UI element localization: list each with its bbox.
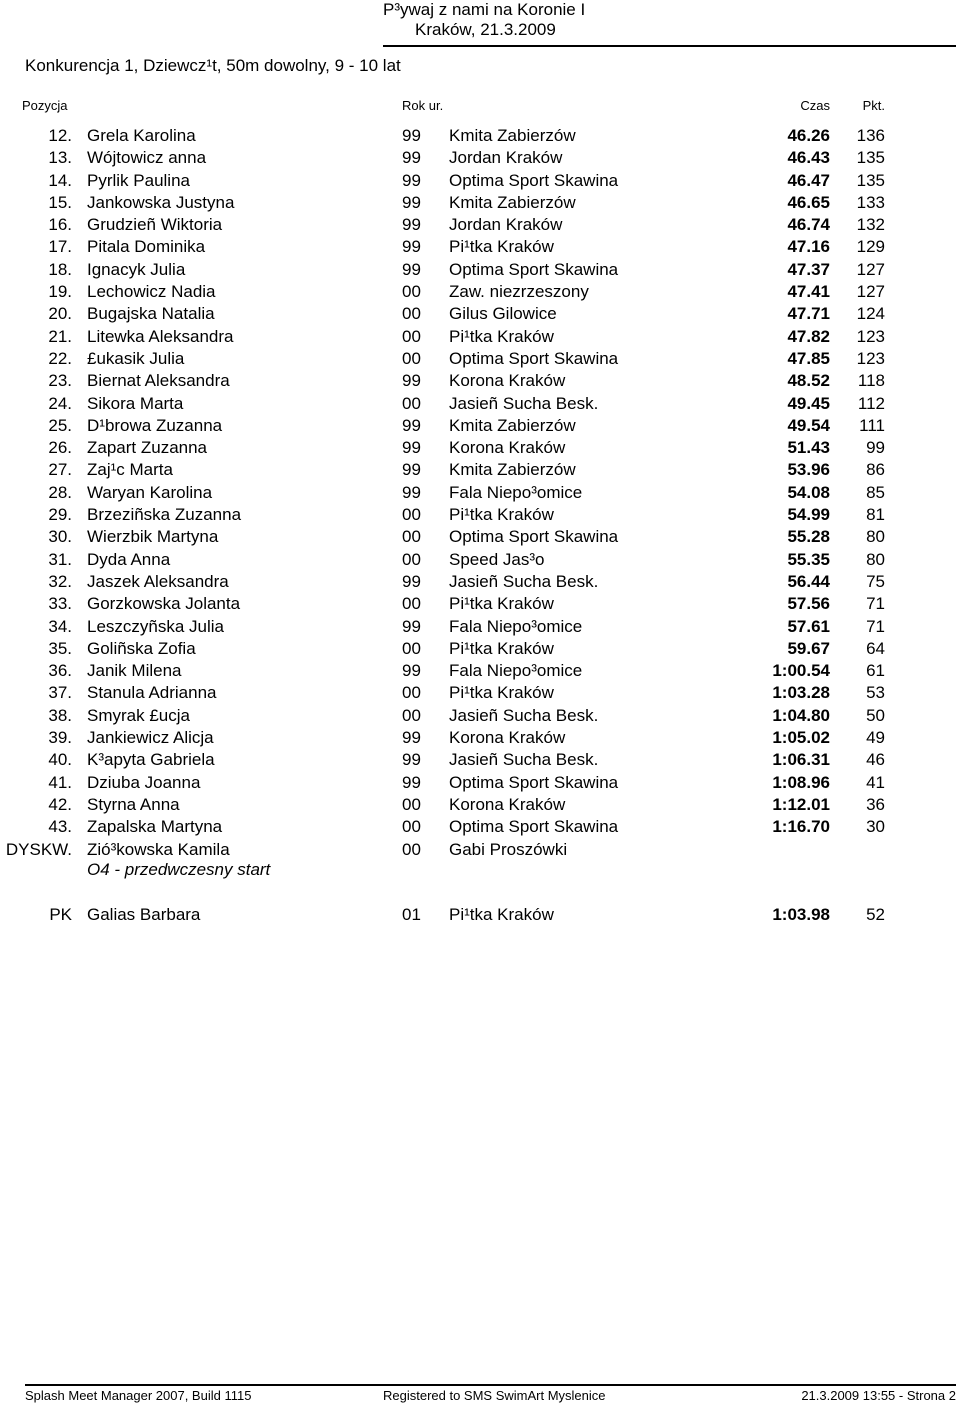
result-club: Fala Niepo³omice [449,661,583,681]
result-club: Jordan Kraków [449,215,563,235]
result-club: Optima Sport Skawina [449,170,619,190]
result-year: 00 [402,594,421,614]
table-row [0,348,960,370]
table-row [0,727,960,749]
result-year: 99 [402,571,421,591]
table-row [0,393,960,415]
result-year: 99 [402,170,421,190]
result-time: 57.61 [787,616,830,636]
result-position: 12. [48,126,72,145]
result-position: 30. [48,527,72,547]
result-position: 34. [48,616,72,636]
result-time: 49.54 [787,415,830,435]
result-position: 15. [48,192,72,212]
result-year: 99 [402,192,421,212]
result-name: Dyda Anna [87,549,171,569]
result-name: Wierzbik Martyna [87,527,219,547]
result-points: 112 [857,393,885,413]
result-club: Optima Sport Skawina [449,348,619,368]
result-time: 47.82 [787,326,830,346]
result-position: 19. [48,282,72,302]
header-divider [383,45,956,47]
result-points: 53 [866,683,885,703]
result-points: 49 [866,728,885,748]
table-row [0,571,960,593]
result-name: Ignacyk Julia [87,259,186,279]
result-name: Stanula Adrianna [87,683,217,703]
result-points: 64 [866,638,885,658]
result-points: 127 [856,282,885,302]
result-points: 129 [856,237,885,257]
result-club: Optima Sport Skawina [449,259,619,279]
result-name: Gorzkowska Jolanta [87,594,241,614]
result-name: Zió³kowska Kamila [87,839,230,859]
result-time: 47.16 [787,237,830,257]
result-position: 17. [48,237,72,257]
result-year: 00 [402,282,421,302]
result-club: Jasieñ Sucha Besk. [449,393,599,413]
result-year: 99 [402,371,421,391]
footer-software: Splash Meet Manager 2007, Build 1115 [25,1388,252,1403]
result-name: Brzeziñska Zuzanna [87,505,242,525]
result-year: 99 [402,237,421,257]
result-time: 1:12.01 [772,794,830,814]
result-name: Grela Karolina [87,126,196,145]
result-club: Kmita Zabierzów [449,460,576,480]
result-time: 46.74 [787,215,830,235]
result-club: Korona Kraków [449,794,566,814]
pk-club: Pi¹tka Kraków [449,905,554,924]
result-name: Bugajska Natalia [87,304,215,324]
result-points: 135 [856,170,885,190]
result-points: 36 [866,794,885,814]
result-points: 50 [866,705,885,725]
result-club: Jordan Kraków [449,148,563,168]
table-row [0,638,960,660]
result-points: 46 [866,750,885,770]
result-club: Pi¹tka Kraków [449,683,554,703]
table-row [0,259,960,281]
table-row [0,326,960,348]
result-time: 1:04.80 [772,705,830,725]
table-row [0,816,960,838]
result-position: 36. [48,661,72,681]
table-row [0,616,960,638]
result-name: Goliñska Zofia [87,638,196,658]
result-time: 1:00.54 [772,661,830,681]
result-points: 61 [866,661,885,681]
result-name: Leszczyñska Julia [87,616,225,636]
result-time: 56.44 [787,571,830,591]
result-club: Optima Sport Skawina [449,772,619,792]
result-year: 99 [402,415,421,435]
table-row [0,437,960,459]
result-name: Sikora Marta [87,393,184,413]
table-row [0,192,960,214]
result-year: 00 [402,505,421,525]
result-position: 35. [48,638,72,658]
result-position: 40. [48,750,72,770]
result-points: 99 [866,438,885,458]
result-position: 18. [48,259,72,279]
result-time: 48.52 [787,371,830,391]
result-time: 55.35 [787,549,830,569]
result-name: Zapalska Martyna [87,817,223,837]
footer-date-page: 21.3.2009 13:55 - Strona 2 [801,1388,956,1403]
result-time: 1:03.28 [772,683,830,703]
result-position: 13. [48,148,72,168]
table-row [0,459,960,481]
result-points: 123 [856,348,885,368]
result-time: 57.56 [787,594,830,614]
result-points: 135 [856,148,885,168]
result-points: 41 [866,772,885,792]
result-position: 28. [48,482,72,502]
result-club: Gilus Gilowice [449,304,557,324]
result-club: Pi¹tka Kraków [449,505,554,525]
result-club: Pi¹tka Kraków [449,594,554,614]
footer-registration: Registered to SMS SwimArt Myslenice [383,1388,606,1403]
result-time: 46.47 [787,170,830,190]
result-position: DYSKW. [5,839,72,859]
result-time: 47.41 [787,282,830,302]
result-year: 00 [402,549,421,569]
pk-position: PK [49,905,72,924]
table-row [0,281,960,303]
result-club: Optima Sport Skawina [449,817,619,837]
result-club: Fala Niepo³omice [449,616,583,636]
table-row [0,682,960,704]
result-year: 00 [402,839,421,859]
result-position: 43. [48,817,72,837]
event-title: Konkurencja 1, Dziewcz¹t, 50m dowolny, 9 - 10 lat [25,56,401,75]
result-points: 124 [856,304,885,324]
result-time: 46.26 [787,126,830,145]
pk-time: 1:03.98 [772,905,830,924]
result-time: 1:16.70 [772,817,830,837]
result-club: Speed Jas³o [449,549,545,569]
results-table [0,125,960,861]
table-row [0,839,960,861]
table-row [0,660,960,682]
column-header-position: Pozycja [22,98,68,113]
table-row [0,415,960,437]
result-name: £ukasik Julia [87,348,185,368]
result-year: 99 [402,772,421,792]
result-position: 32. [48,571,72,591]
result-points: 71 [866,594,885,614]
result-club: Pi¹tka Kraków [449,326,554,346]
pk-year: 01 [402,905,421,924]
footer-divider [25,1384,956,1386]
result-name: Styrna Anna [87,794,180,814]
result-name: Waryan Karolina [87,482,213,502]
result-time: 49.45 [787,393,830,413]
result-name: Smyrak £ucja [87,705,190,725]
result-time: 1:05.02 [772,728,830,748]
result-club: Pi¹tka Kraków [449,638,554,658]
result-club: Jasieñ Sucha Besk. [449,750,599,770]
result-year: 00 [402,527,421,547]
table-row [0,749,960,771]
table-row [0,549,960,571]
result-year: 00 [402,817,421,837]
table-row [0,147,960,169]
result-year: 99 [402,616,421,636]
result-points: 75 [866,571,885,591]
result-club: Korona Kraków [449,438,566,458]
table-row [0,794,960,816]
result-time: 54.99 [787,505,830,525]
disqualification-note: O4 - przedwczesny start [87,860,271,879]
result-name: Jaszek Aleksandra [87,571,229,591]
result-year: 99 [402,750,421,770]
result-club: Korona Kraków [449,371,566,391]
result-year: 00 [402,348,421,368]
result-time: 46.43 [787,148,830,168]
result-year: 00 [402,683,421,703]
result-time: 46.65 [787,192,830,212]
column-header-year: Rok ur. [402,98,444,113]
result-club: Kmita Zabierzów [449,126,576,145]
result-name: Litewka Aleksandra [87,326,234,346]
result-position: 20. [48,304,72,324]
result-club: Fala Niepo³omice [449,482,583,502]
result-points: 127 [856,259,885,279]
meet-title: P³ywaj z nami na Koronie I [383,0,586,19]
result-name: Dziuba Joanna [87,772,201,792]
result-name: Biernat Aleksandra [87,371,230,391]
result-time: 51.43 [787,438,830,458]
result-year: 00 [402,393,421,413]
column-header-time: Czas [800,98,830,113]
table-row [0,214,960,236]
result-position: 14. [48,170,72,190]
result-position: 25. [48,415,72,435]
result-year: 99 [402,148,421,168]
result-points: 71 [866,616,885,636]
table-row [0,170,960,192]
table-row [0,526,960,548]
result-year: 99 [402,438,421,458]
result-points: 80 [866,549,885,569]
result-position: 41. [48,772,72,792]
result-name: Jankiewicz Alicja [87,728,214,748]
meet-location-date: Kraków, 21.3.2009 [415,20,556,39]
result-position: 26. [48,438,72,458]
result-time: 47.85 [787,348,830,368]
result-year: 00 [402,794,421,814]
result-name: Janik Milena [87,661,182,681]
result-name: K³apyta Gabriela [87,750,215,770]
result-club: Kmita Zabierzów [449,192,576,212]
result-year: 99 [402,728,421,748]
result-time: 47.71 [787,304,830,324]
result-year: 00 [402,326,421,346]
result-time: 53.96 [787,460,830,480]
result-name: Jankowska Justyna [87,192,235,212]
result-club: Jasieñ Sucha Besk. [449,571,599,591]
result-club: Jasieñ Sucha Besk. [449,705,599,725]
result-position: 33. [48,594,72,614]
result-year: 00 [402,705,421,725]
result-position: 39. [48,728,72,748]
pk-points: 52 [866,905,885,924]
table-row [0,772,960,794]
result-points: 123 [856,326,885,346]
result-year: 99 [402,215,421,235]
result-name: Grudzieñ Wiktoria [87,215,223,235]
result-points: 133 [856,192,885,212]
result-position: 37. [48,683,72,703]
result-name: D¹browa Zuzanna [87,415,223,435]
result-club: Zaw. niezrzeszony [449,282,589,302]
result-time: 47.37 [787,259,830,279]
result-position: 29. [48,505,72,525]
result-year: 00 [402,638,421,658]
result-points: 80 [866,527,885,547]
result-year: 99 [402,259,421,279]
pk-name: Galias Barbara [87,905,201,924]
table-row [0,370,960,392]
result-points: 30 [866,817,885,837]
result-time: 1:06.31 [772,750,830,770]
result-points: 132 [856,215,885,235]
result-club: Pi¹tka Kraków [449,237,554,257]
table-row [0,482,960,504]
result-name: Lechowicz Nadia [87,282,216,302]
result-points: 111 [859,415,885,435]
result-name: Pyrlik Paulina [87,170,190,190]
result-club: Kmita Zabierzów [449,415,576,435]
result-name: Zapart Zuzanna [87,438,208,458]
table-row [0,236,960,258]
table-row [0,504,960,526]
result-time: 59.67 [787,638,830,658]
result-points: 86 [866,460,885,480]
result-name: Wójtowicz anna [87,148,207,168]
result-year: 99 [402,661,421,681]
result-year: 99 [402,482,421,502]
result-name: Zaj¹c Marta [87,460,173,480]
result-position: 22. [48,348,72,368]
result-time: 55.28 [787,527,830,547]
result-year: 99 [402,126,421,145]
result-position: 16. [48,215,72,235]
result-club: Gabi Proszówki [449,839,568,859]
table-row [0,303,960,325]
result-year: 00 [402,304,421,324]
result-points: 81 [866,505,885,525]
table-row [0,593,960,615]
result-name: Pitala Dominika [87,237,206,257]
result-position: 23. [48,371,72,391]
result-position: 24. [48,393,72,413]
pk-result-row [0,904,960,926]
result-time: 1:08.96 [772,772,830,792]
result-points: 118 [857,371,885,391]
result-position: 38. [48,705,72,725]
table-row [0,705,960,727]
result-time: 54.08 [787,482,830,502]
result-year: 99 [402,460,421,480]
result-points: 136 [856,126,885,145]
table-row [0,125,960,147]
result-position: 42. [48,794,72,814]
result-position: 31. [48,549,72,569]
result-club: Optima Sport Skawina [449,527,619,547]
column-header-points: Pkt. [862,98,885,113]
result-club: Korona Kraków [449,728,566,748]
result-position: 21. [48,326,72,346]
result-points: 85 [866,482,885,502]
result-position: 27. [48,460,72,480]
